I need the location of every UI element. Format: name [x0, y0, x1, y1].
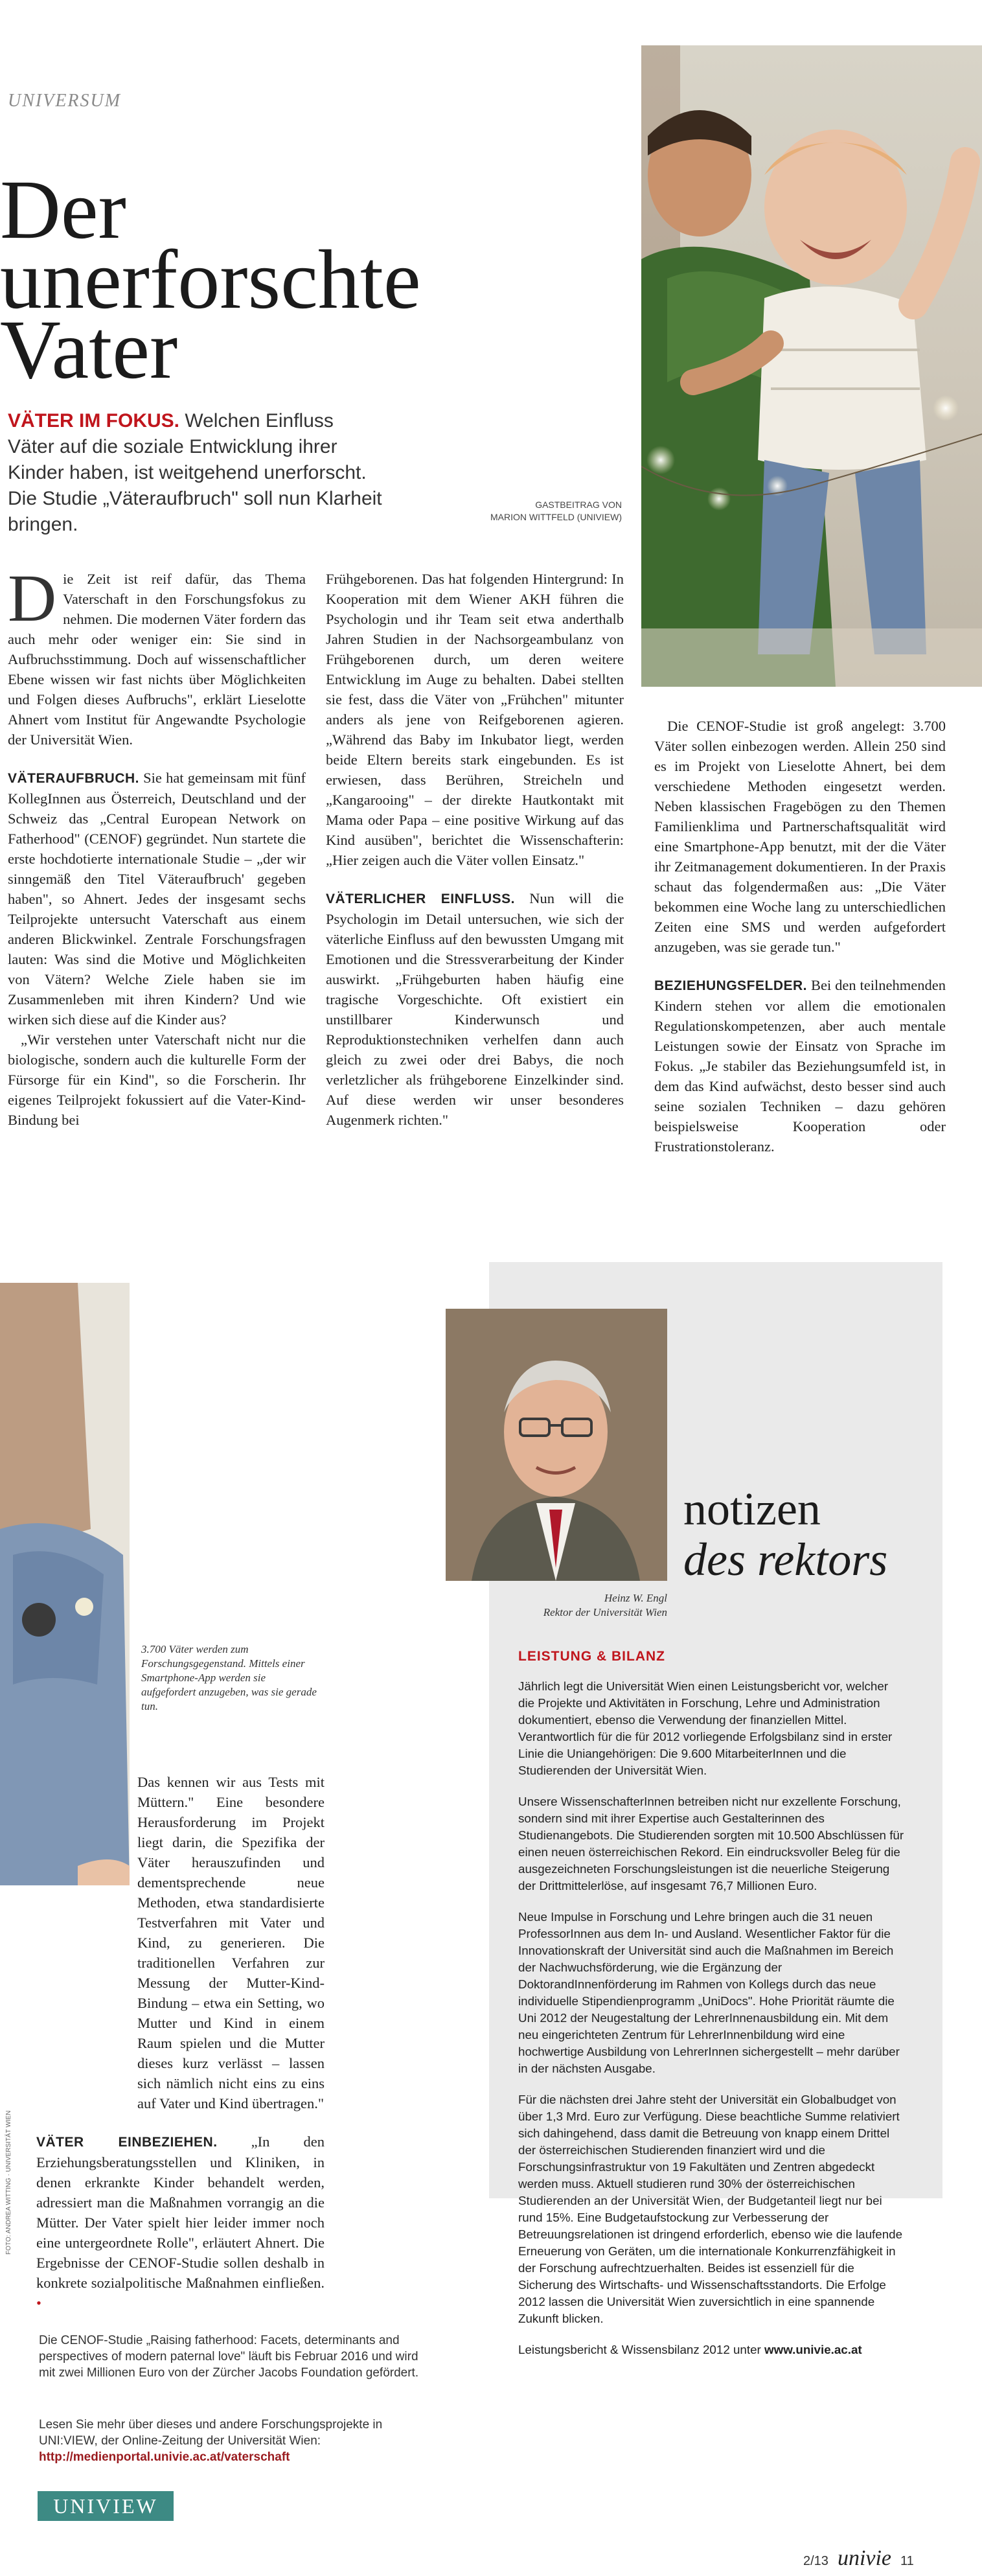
col3-paragraph-1: Die CENOF-Studie ist groß angelegt: 3.700 Väter sollen einbezogen werden. Allein 250 sind es im Projekt von Lieselotte Ahnert, bei dem verschiedene Methoden eingesetzt werden. Neben klassischen Fragebögen zu den Themen Familienklima und Partnerschaftsqualität wird eine Smartphone-App benutzt, mit der die Väter ihr Zeitmanagement dokumentieren. In der Praxis schaut das folgendermaßen aus: „Die Väter bekommen eine Woche lang zu unterschiedlichen Zeiten eine SMS und werden aufgefordert anzugeben, was sie gerade tun.": [654, 718, 946, 955]
col4-paragraph-2: „In den Erziehungsberatungsstellen und Kliniken, in denen erkrankte Kinder behandelt werden, adressiert man die Maßnahmen vorrangig an die Mütter. Der Vater spielt hier leider immer noch eine untergeordnete Rolle", erläutert Ahnert. Die Ergebnisse der CENOF-Studie sollen deshalb in konkrete sozialpolitische Maßnahmen einfließen.: [36, 2133, 325, 2291]
article-column-2: [326, 569, 624, 1130]
dropcap: D: [8, 561, 57, 636]
col2-paragraph-1: Frühgeborenen. Das hat folgenden Hintergrund: In Kooperation mit dem Wiener AKH führen die Psychologin und ihr Team seit etwa anderthalb Jahren Studien in der Nachsorgeambulanz von Frühgeborenen durch, um deren weitere Entwicklung im Auge zu behalten. Dabei stellten sie fest, dass die Väter von „Frühchen" mitunter anders als jene von Reifgeborenen agieren. „Während das Baby im Inkubator liegt, werden beide Eltern bereits stark eingebunden. Es ist erwiesen, dass Berühren, Streicheln und „Kangarooing" – der direkte Hautkontakt mit Mama oder Papa – eine positive Wirkung auf das Kind ausüben", berichtet die Wissenschafterin: „Hier zeigen auch die Väter vollen Einsatz.": [326, 571, 624, 868]
notizen-report-link[interactable]: www.univie.ac.at: [764, 2343, 862, 2356]
notizen-title-line-1: notizen: [683, 1483, 821, 1535]
read-more-link[interactable]: http://medienportal.univie.ac.at/vaterschaft: [39, 2450, 290, 2464]
rektor-signature: [492, 1591, 667, 1620]
photo-credit: FOTO: ANDREA WITTING · UNIVERSITÄT WIEN: [5, 2110, 12, 2255]
col4-paragraph-1: Das kennen wir aus Tests mit Müttern." Eine besondere Herausforderung im Projekt liegt darin, die Spezifika der Väter herauszufinden und dementsprechende neue Methoden, etwa standardisierte Testverfahren mit Vater und Kind, zu generieren. Die traditionellen Verfahren zur Messung der Mutter-Kind-Bindung – etwa ein Setting, wo Mutter und Kind in einem Raum spielen und die Mutter dieses kurz verlässt – lassen sich nämlich nicht eins zu eins auf Vater und Kind übertragen.": [137, 1774, 325, 2111]
col3-paragraph-2: Bei den teilnehmenden Kindern stehen vor allem die emotionalen Regulationskompetenzen, aber auch mentale Leistungen sowie der Einsatz von Sprache im Fokus. „Je stabiler das Beziehungsumfeld ist, in dem das Kind aufwächst, desto besser sind auch seine sozialen Techniken – dazu gehören beispielsweise Kooperation oder Frustrationstoleranz.: [654, 977, 946, 1155]
read-more: [39, 2417, 434, 2465]
notizen-text: [518, 1678, 907, 2373]
page-number: 11: [900, 2554, 914, 2568]
rektor-role: Rektor der Universität Wien: [543, 1606, 667, 1618]
article-column-1: [8, 561, 306, 1130]
photo-caption: 3.700 Väter werden zum Forschungsgegenstand. Mittels einer Smartphone-App werden sie aufgefordert anzugeben, was sie gerade tun.: [141, 1643, 317, 1712]
article-lead: [8, 408, 383, 538]
notizen-paragraph-3: Neue Impulse in Forschung und Lehre bringen auch die 31 neuen ProfessorInnen aus dem In- und Ausland. Wesentlicher Faktor für die Innovationskraft der Universität sind auch die Maßnahmen im Bereich der Nachwuchsförderung, wie die Ergänzung der DoktorandInnenförderung im Rahmen von Kollegs durch das neue individuelle Stipendienprogramm „UniDocs". Hohe Priorität räumte die Uni 2012 der Neugestaltung der LehrerInnenausbildung ein. Mit dem neu eingerichteten Zentrum für LehrerInnenbildung wird eine hochwertige Ausbildung von LehrerInnen sichergestellt – mehr darüber in der nächsten Ausgabe.: [518, 1910, 900, 2075]
subheading-vaeterlicher-einfluss: VÄTERLICHER EINFLUSS.: [326, 891, 515, 906]
notizen-paragraph-1: Jährlich legt die Universität Wien einen Leistungsbericht vor, welcher die Projekte und Aktivitäten in Forschung, Lehre und Administration dokumentiert, ebenso die Verwendung der finanziellen Mittel. Verantwortlich für die für 2012 vorliegende Erfolgsbilanz sind in erster Linie die Uniangehörigen: Die 9.600 MitarbeiterInnen und die Studierenden der Universität Wien.: [518, 1679, 893, 1777]
subheading-vaeter-einbeziehen: VÄTER EINBEZIEHEN.: [36, 2135, 218, 2150]
notizen-heading: LEISTUNG & BILANZ: [518, 1649, 665, 1664]
title-line-1: Der: [0, 163, 126, 257]
article-column-4: [36, 1772, 325, 2313]
study-info: Die CENOF-Studie „Raising fatherhood: Facets, determinants and perspectives of modern paternal love" läuft bis Februar 2016 und wird mit zwei Millionen Euro von der Zürcher Jacobs Foundation gefördert.: [39, 2334, 419, 2380]
col1-paragraph-1: ie Zeit ist reif dafür, das Thema Vaterschaft in den Forschungsfokus zu nehmen. Die modernen Väter fordern das auch mehr oder weniger ein: Sie sind in Aufbruchsstimmung. Doch auf wissenschaftlicher Ebene wissen wir fast nichts über Möglichkeiten und Folgen dieses Aufbruchs", erklärt Lieselotte Ahnert vom Institut für Angewandte Psychologie der Universität Wien.: [8, 571, 306, 748]
end-mark: •: [36, 2295, 41, 2311]
rektor-photo: [446, 1309, 667, 1581]
rektor-portrait-image: [446, 1309, 667, 1581]
title-line-3: Vater: [0, 303, 178, 397]
issue-number: 2/13: [803, 2554, 828, 2568]
guest-author-label: GASTBEITRAG VON: [535, 500, 622, 510]
lead-kicker: VÄTER IM FOKUS.: [8, 410, 180, 431]
title-line-2: unerforschte: [0, 233, 421, 327]
notizen-paragraph-2: Unsere WissenschafterInnen betreiben nicht nur exzellente Forschung, sondern sind mit ihrer Expertise auch Gestalterinnen des Studienangebots. Die Studierenden sorgten mit 10.500 Abschlüssen für einen neuen österreichischen Rekord. Ein eindrucksvoller Beleg für die ausgezeichneten Forschungsleistungen ist die neuerliche Steigerung der Drittmittelerlöse, auf insgesamt 76,7 Millionen Euro.: [518, 1795, 904, 1892]
guest-author: [453, 499, 622, 523]
subheading-vaeteraufbruch: VÄTERAUFBRUCH.: [8, 771, 139, 786]
col2-paragraph-2: Nun will die Psychologin im Detail untersuchen, wie sich der väterliche Einfluss auf den bewussten Umgang mit Emotionen und die Stressverarbeitung der Kinder auswirkt. „Frühgeburten haben häufig eine tragische Vorgeschichte. Oft existiert ein unstillbarer Kinderwunsch und Reproduktionstechniken verhelfen dann auch gleich zu zwei oder drei Babys, die noch verletzlicher als frühgeborene Einzelkinder sind. Auf diese werden wir unser besonderes Augenmerk richten.": [326, 890, 624, 1128]
section-label: UNIVERSUM: [8, 91, 122, 111]
notizen-paragraph-4: Für die nächsten drei Jahre steht der Universität ein Globalbudget von über 1,3 Mrd. Euro zur Verfügung. Diese beachtliche Summe relativiert sich dahingehend, dass damit die Betreuung von knapp einem Drittel der österreichischen Studierenden finanziert wird und die Forschungsinfrastruktur von 19 Fakultäten und Zentren abgedeckt werden muss. Aktuell studieren rund 30% der österreichischen Studierenden an der Universität Wien, der Budgetanteil liegt nur bei rund 15%. Eine Budgetaufstockung zur Verbesserung der Betreuungsrelationen ist dringend erforderlich, ebenso wie die laufende Erneuerung von Geräten, um die internationale Konkurrenzfähigkeit in der Forschung aufrechtzuerhalten. Beides ist essenziell für die Sicherung des Wirtschafts- und Wissenschaftsstandorts. Die Erfolge 2012 lassen die Universität Wien zuversichtlich in eine spannende Zukunft blicken.: [518, 2093, 903, 2325]
photo-father-child: [641, 45, 982, 687]
notizen-paragraph-5: [518, 2341, 907, 2358]
page-footer: [803, 2546, 914, 2571]
col1-paragraph-2: Sie hat gemeinsam mit fünf KollegInnen aus Österreich, Deutschland und der Schweiz das „Central European Network on Fatherhood" (CENOF) gegründet. Nun startete die erste hochdotierte internationale Studie – „der wir sinngemäß den Titel Väteraufbruch' gegeben haben", so Ahnert. Jedes der insgesamt sechs Teilprojekte untersucht Vaterschaft aus einem anderen Blickwinkel. Zentrale Forschungsfragen lauten: Was sind die Motive und Möglichkeiten von Vätern? Welche Ziele haben sie im Zusammenleben mit ihren Kindern? Und wie wirken sich diese auf die Kinder aus?: [8, 770, 306, 1028]
rektor-name: Heinz W. Engl: [604, 1592, 667, 1604]
article-column-3: [654, 716, 946, 1156]
col1-paragraph-3: „Wir verstehen unter Vaterschaft nicht nur die biologische, sondern auch die kulturelle Form der Fürsorge für ein Kind", so die Forscherin. Ihr eigenes Teilprojekt fokussiert auf die Vater-Kind-Bindung bei: [8, 1031, 306, 1128]
photo-father-child-image: [641, 45, 982, 687]
read-more-text: Lesen Sie mehr über dieses und andere Forschungsprojekte in UNI:VIEW, der Online-Zeitung der Universität Wien:: [39, 2418, 383, 2448]
uniview-logo: UNIVIEW: [38, 2491, 174, 2521]
subheading-beziehungsfelder: BEZIEHUNGSFELDER.: [654, 978, 808, 993]
article-title: [0, 163, 453, 397]
notizen-report-text: Leistungsbericht & Wissensbilanz 2012 unter: [518, 2343, 765, 2356]
guest-author-name: MARION WITTFELD (UNIVIEW): [490, 512, 622, 522]
lead-text: Welchen Einfluss Väter auf die soziale Entwicklung ihrer Kinder haben, ist weitgehend unerforscht. Die Studie „Väteraufbruch" soll nun Klarheit bringen.: [8, 410, 382, 535]
notizen-title-line-2: des rektors: [683, 1534, 888, 1585]
univie-brand: univie: [837, 2546, 892, 2570]
